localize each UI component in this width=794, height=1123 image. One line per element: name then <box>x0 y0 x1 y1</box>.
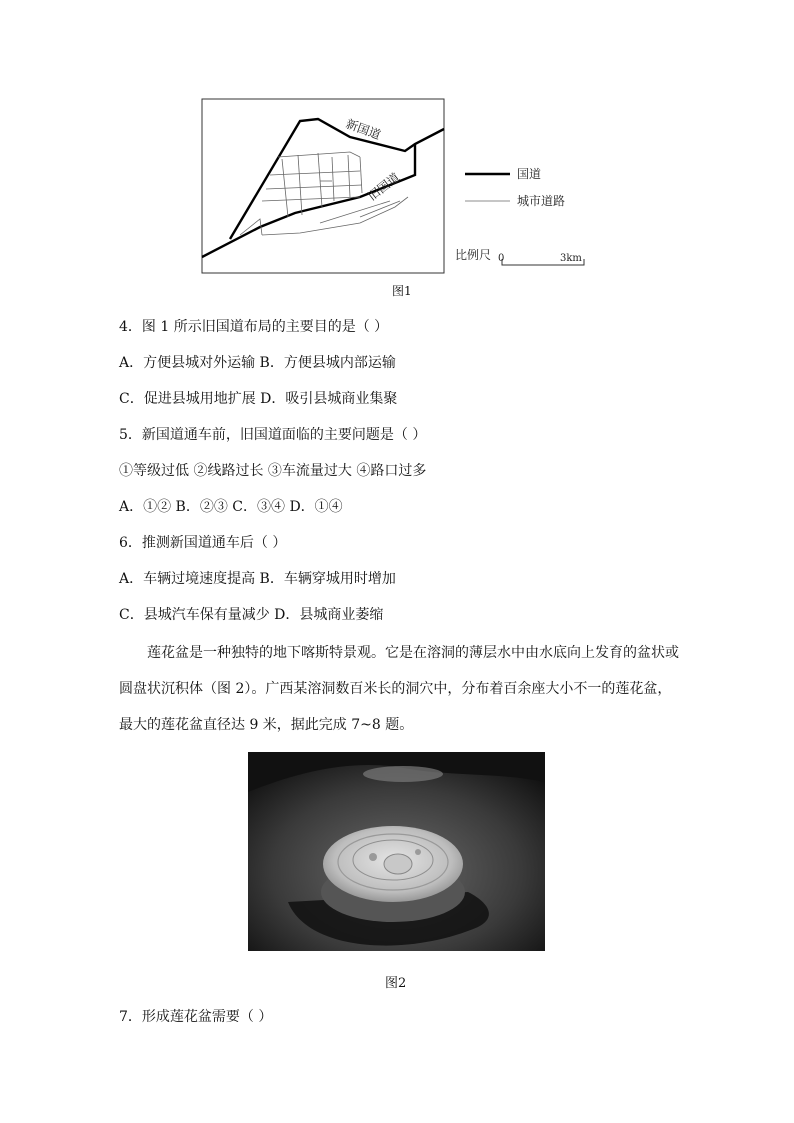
passage-line-2: 圆盘状沉积体（图 2）。广西某溶洞数百米长的洞穴中，分布着百余座大小不一的莲花盆， <box>119 681 672 697</box>
question-6-options-ab: A．车辆过境速度提高 B．车辆穿城用时增加 <box>119 571 396 587</box>
passage-line-1: 莲花盆是一种独特的地下喀斯特景观。它是在溶洞的薄层水中由水底向上发育的盆状或 <box>147 645 679 661</box>
legend-national-label: 国道 <box>517 167 542 181</box>
new-national-road <box>230 116 444 239</box>
figure-2-photo <box>248 752 545 951</box>
question-4-stem: 4．图 1 所示旧国道布局的主要目的是（ ） <box>119 319 389 335</box>
figure-1-caption: 图1 <box>392 284 412 298</box>
road-map-svg <box>200 97 600 277</box>
old-road-label: 旧国道 <box>365 170 403 204</box>
figure-2-caption: 图2 <box>385 976 407 991</box>
old-national-road <box>202 144 415 257</box>
question-6-stem: 6．推测新国道通车后（ ） <box>119 535 287 551</box>
scale-zero: 0 <box>498 253 505 264</box>
question-4-options-ab: A．方便县城对外运输 B．方便县城内部运输 <box>119 355 396 371</box>
figure-1-map <box>200 97 600 277</box>
lotus-basin-image <box>248 752 545 951</box>
question-5-items: ①等级过低 ②线路过长 ③车流量过大 ④路口过多 <box>119 463 427 479</box>
question-7-stem: 7．形成莲花盆需要（ ） <box>119 1009 273 1025</box>
map-frame <box>202 99 444 273</box>
question-4-options-cd: C．促进县城用地扩展 D．吸引县城商业集聚 <box>119 391 398 407</box>
scale-label: 比例尺 <box>455 248 492 262</box>
new-road-label: 新国道 <box>343 116 383 143</box>
passage-line-3: 最大的莲花盆直径达 9 米，据此完成 7~8 题。 <box>119 717 414 733</box>
question-6-options-cd: C．县城汽车保有量减少 D．县城商业萎缩 <box>119 607 384 623</box>
scale-end: 3km <box>560 253 582 264</box>
question-5-options: A．①② B．②③ C．③④ D．①④ <box>119 499 343 515</box>
question-5-stem: 5．新国道通车前，旧国道面临的主要问题是（ ） <box>119 427 427 443</box>
legend-city-label: 城市道路 <box>517 194 566 208</box>
